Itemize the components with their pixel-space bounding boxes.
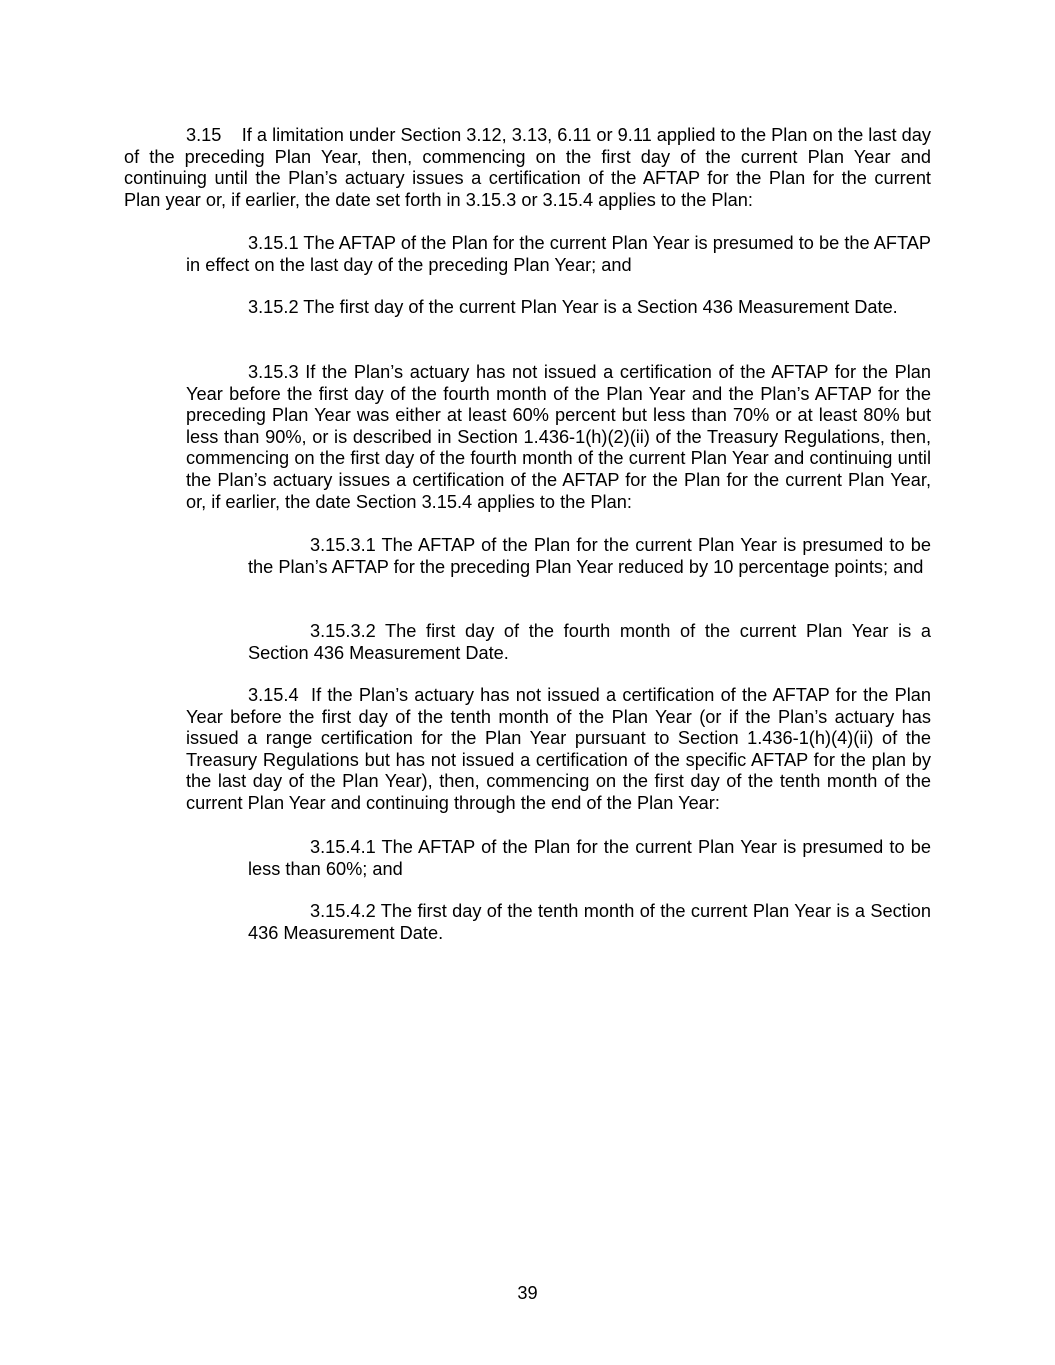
- paragraph-3-15-4-2: 3.15.4.2 The first day of the tenth month of the current Plan Year is a Section 436 Measurement Date.: [248, 901, 931, 943]
- paragraph-3-15-3-2: 3.15.3.2 The first day of the fourth month of the current Plan Year is a Section 436 Measurement Date.: [248, 621, 931, 663]
- paragraph-3-15-4-1: 3.15.4.1 The AFTAP of the Plan for the current Plan Year is presumed to be less than 60%; and: [248, 837, 931, 879]
- paragraph-3-15: 3.15 If a limitation under Section 3.12, 3.13, 6.11 or 9.11 applied to the Plan on the last day of the preceding Plan Year, then, commencing on the first day of the current Plan Year and continuing until the Plan’s actuary issues a certification of the AFTAP for the Plan for the current Plan year or, if earlier, the date set forth in 3.15.3 or 3.15.4 applies to the Plan:: [124, 125, 937, 210]
- paragraph-3-15-3: 3.15.3 If the Plan’s actuary has not issued a certification of the AFTAP for the Plan Year before the first day of the fourth month of the Plan Year and the Plan’s AFTAP for the preceding Plan Year was either at least 60% percent but less than 70% or at least 80% but less than 90%, or is described in Section 1.436-1(h)(2)(ii) of the Treasury Regulations, then, commencing on the first day of the fourth month of the current Plan Year and continuing until the Plan’s actuary issues a certification of the AFTAP for the Plan for the current Plan Year, or, if earlier, the date Section 3.15.4 applies to the Plan:: [186, 362, 931, 512]
- paragraph-3-15-2: 3.15.2 The first day of the current Plan Year is a Section 436 Measurement Date.: [248, 297, 898, 317]
- page-number: 39: [517, 1283, 538, 1303]
- paragraph-3-15-1: 3.15.1 The AFTAP of the Plan for the current Plan Year is presumed to be the AFTAP in effect on the last day of the preceding Plan Year; and: [186, 233, 931, 275]
- paragraph-3-15-4: 3.15.4 If the Plan’s actuary has not issued a certification of the AFTAP for the Plan Year before the first day of the tenth month of the Plan Year (or if the Plan’s actuary has issued a range certification for the Plan Year pursuant to Section 1.436-1(h)(4)(ii) of the Treasury Regulations but has not issued a certification of the specific AFTAP for the plan by the last day of the Plan Year), then, commencing on the first day of the tenth month of the current Plan Year and continuing through the end of the Plan Year:: [186, 685, 937, 813]
- paragraph-3-15-3-1: 3.15.3.1 The AFTAP of the Plan for the current Plan Year is presumed to be the Plan’s AFTAP for the preceding Plan Year reduced by 10 percentage points; and: [248, 535, 931, 577]
